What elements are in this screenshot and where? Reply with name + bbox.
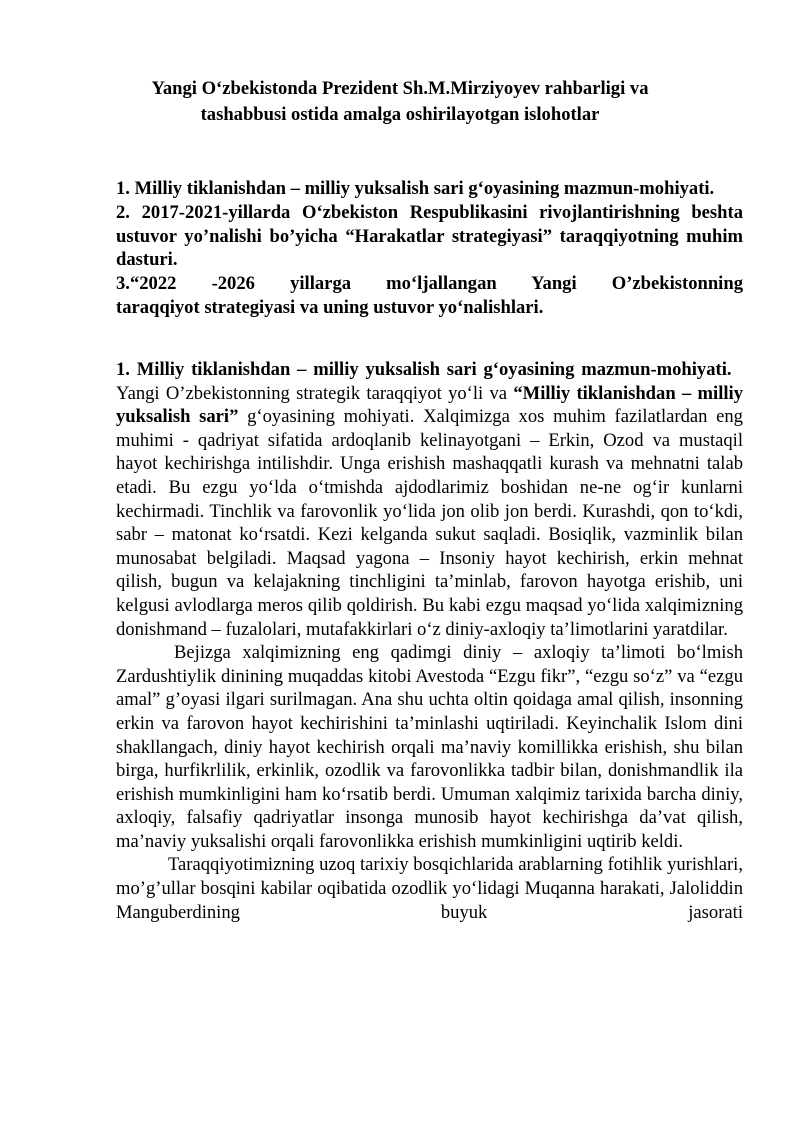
paragraph-1-text-a: Yangi O’zbekistonning strategik taraqqiyot yo‘li va [116,382,508,404]
paragraph-1-bold-phrase: “Milliy tiklanishdan – milliy yuksalish sari” [116,382,743,428]
outline-item-3-line-2: taraqqiyot strategiyasi va uning ustuvor yo‘nalishlari. [116,296,544,318]
paragraph-1-text-b: g‘oyasining mohiyati. Xalqimizga xos muhim fazilatlardan eng muhimi - qadriyat sifatida ardoqlanib kelinayotgani – Erkin, Ozod va mustaqil hayot kechirishga intilishdir. Unga erishish mashaqqatli kurash va mehnatni talab etadi. Bu ezgu yo‘lda o‘tmishda ajdodlarimiz boshidan ne-ne og‘ir kunlarni kechirmadi. Tinchlik va farovonlik yo‘lida jon olib jon berdi. Kurashdi, qon to‘kdi, sabr – matonat ko‘rsatdi. Kezi kelganda sukut saqladi. Bosiqlik, vazminlik bilan munosabat belgiladi. Maqsad yagona – Insoniy hayot kechirish, erkin mehnat qilish, bugun va kelajakning tinchligini ta’minlab, farovon hayotga erishib, uni kelgusi avlodlarga meros qilib qoldirish. Bu kabi ezgu maqsad yo‘lida xalqimizning donishmand – fuzalolari, mutafakkirlari o‘z diniy-axloqiy ta’limotlarini yaratdilar. [116,406,743,640]
outline-item-1: 1. Milliy tiklanishdan – milliy yuksalish sari g‘oyasining mazmun-mohiyati. [116,178,715,199]
document-title [110,76,690,128]
title-line-1: Yangi O‘zbekistonda Prezident Sh.M.Mirziyoyev rahbarligi va [151,78,649,99]
outline-item-3-line-1: 3.“2022 -2026 yillarga mo‘ljallangan Yangi O’zbekistonning [116,273,743,295]
outline-list [116,177,743,320]
paragraph-1-heading: 1. Milliy tiklanishdan – milliy yuksalish sari g‘oyasining mazmun-mohiyati. [116,359,732,380]
paragraph-3: Taraqqiyotimizning uzoq tarixiy bosqichlarida arablarning fotihlik yurishlari, mo’g’ullar bosqini kabilar oqibatida ozodlik yo‘lidagi Muqanna harakati, Jaloliddin Manguberdining buyuk jasorati [116,854,743,923]
title-line-2: tashabbusi ostida amalga oshirilayotgan islohotlar [200,104,600,125]
outline-item-2: 2. 2017-2021-yillarda O‘zbekiston Respublikasini rivojlantirishning beshta ustuvor yo’nalishi bo’yicha “Harakatlar strategiyasi” taraqqiyotning muhim dasturi. [116,201,743,271]
paragraph-1 [116,358,743,641]
paragraph-2: Bejizga xalqimizning eng qadimgi diniy – axloqiy ta’limoti bo‘lmish Zardushtiylik dinining muqaddas kitobi Avestoda “Ezgu fikr”, “ezgu so‘z” va “ezgu amal” g’oyasi ilgari surilmagan. Ana shu uchta oltin qoidaga amal qilish, insonning erkin va farovon hayot kechirishini ta’minlashi uqtiriladi. Keyinchalik Islom dini shakllangach, diniy hayot kechirish orqali ma’naviy komillikka erishish, shu bilan birga, hurfikrlilik, erkinlik, ozodlik va farovonlikka tadbir bilan, donishmandlik ila erishish mumkinligini ham ko‘rsatib berdi. Umuman xalqimiz tarixida barcha diniy, axloqiy, falsafiy qadriyatlar insonga munosib hayot kechirishga da’vat qilish, ma’naviy yuksalishi orqali farovonlikka erishish mumkinligini uqtirib keldi. [116,642,743,852]
document-body [116,358,743,924]
